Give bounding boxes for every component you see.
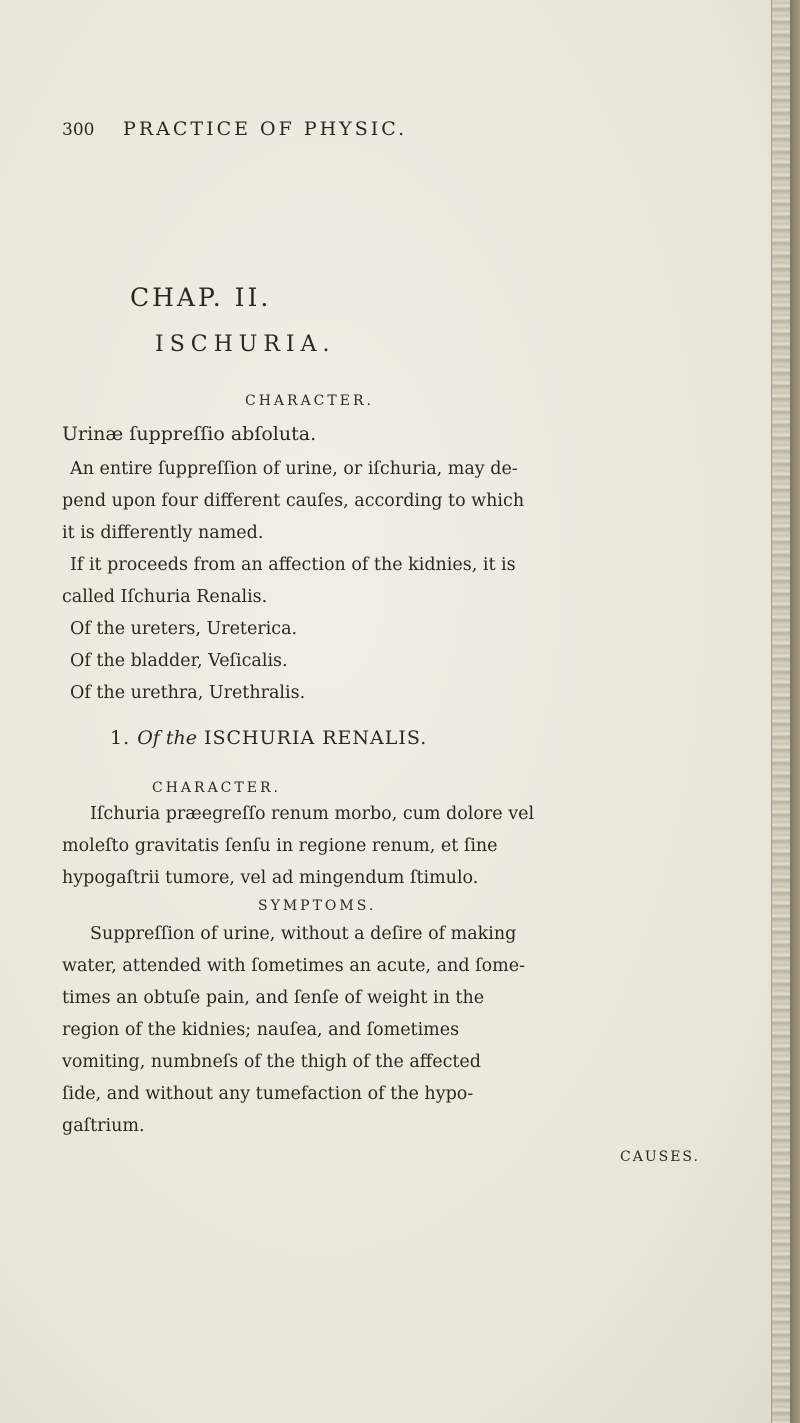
symptoms-line: ſide, and without any tumefaction of the hypo- (62, 1084, 474, 1104)
intro-line: it is differently named. (62, 523, 264, 543)
latin-line: Iſchuria præegreſſo renum morbo, cum dolore vel (90, 804, 535, 824)
kind-line: If it proceeds from an affection of the kidnies, it is (70, 555, 516, 575)
section-character-text (62, 798, 742, 894)
chapter-title: ISCHURIA. (155, 332, 336, 357)
intro-paragraph (62, 453, 742, 549)
latin-line: moleſto gravitatis ſenſu in regione renum, et ſine (62, 836, 498, 856)
symptoms-line: vomiting, numbneſs of the thigh of the affected (62, 1052, 481, 1072)
kind-ureterica (62, 613, 742, 645)
chapter-label: CHAP. II. (130, 283, 272, 312)
kind-renalis (62, 549, 742, 613)
kind-urethralis (62, 677, 742, 709)
section-number: 1. (110, 727, 131, 749)
kind-vesicalis (62, 645, 742, 677)
symptoms-line: gaſtrium. (62, 1116, 145, 1136)
binding-shadow (790, 0, 800, 1423)
section-of-the: Of the (137, 727, 197, 749)
character-text: Urinæ ſuppreſſio abſoluta. (62, 423, 317, 445)
running-head (62, 118, 662, 146)
symptoms-line: region of the kidnies; nauſea, and ſometimes (62, 1020, 460, 1040)
symptoms-line: times an obtuſe pain, and ſenſe of weight in the (62, 988, 485, 1008)
symptoms-line: water, attended with ſometimes an acute, and ſome- (62, 956, 525, 976)
symptoms-label: SYMPTOMS. (258, 898, 377, 914)
catchword: CAUSES. (620, 1149, 700, 1165)
symptoms-paragraph (62, 918, 742, 1142)
section-character-label: CHARACTER. (152, 780, 281, 796)
character-label: CHARACTER. (245, 393, 374, 409)
latin-line: hypogaſtrii tumore, vel ad mingendum ſtimulo. (62, 868, 479, 888)
kind-line: Of the bladder, Veſicalis. (70, 651, 288, 671)
intro-line: pend upon four different cauſes, according to which (62, 491, 525, 511)
page-number: 300 (62, 120, 95, 140)
running-title: PRACTICE OF PHYSIC. (123, 118, 408, 140)
section-name: ISCHURIA RENALIS. (204, 727, 428, 749)
intro-line: An entire ſuppreſſion of urine, or iſchuria, may de- (70, 459, 518, 479)
symptoms-line: Suppreſſion of urine, without a deſire of making (90, 924, 517, 944)
kind-line: Of the ureters, Ureterica. (70, 619, 298, 639)
section-heading (110, 727, 630, 749)
kind-line: called Iſchuria Renalis. (62, 587, 268, 607)
kind-line: Of the urethra, Urethralis. (70, 683, 306, 703)
